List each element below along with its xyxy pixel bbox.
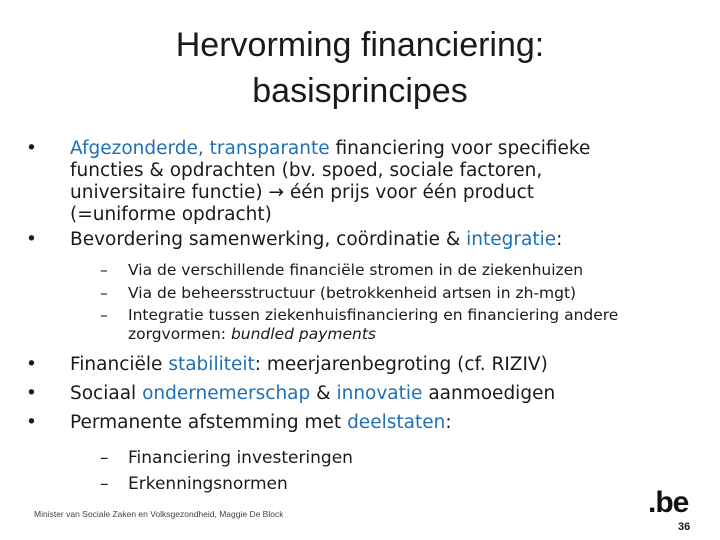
bullet-text: : meerjarenbegroting (cf. RIZIV) (254, 354, 548, 375)
sub-item-text: Via de beheersstructuur (betrokkenheid artsen in zh-mgt) (128, 283, 577, 302)
bullet-marker: • (26, 412, 37, 433)
bullet-marker: • (26, 383, 37, 404)
bullet-text: : (556, 229, 563, 250)
bullet-text: (=uniforme opdracht) (70, 204, 272, 225)
dash-marker: – (100, 306, 108, 324)
bullet-text: functies & opdrachten (bv. spoed, sociale factoren, (70, 160, 543, 181)
bullet-item-4 (22, 383, 702, 405)
emphasis-text: bundled payments (230, 324, 376, 343)
highlight-text: innovatie (336, 383, 423, 404)
bullet-text: universitaire functie) (70, 182, 263, 203)
sub-list-2 (22, 447, 702, 495)
sub-item-text: Financiering investeringen (128, 448, 353, 468)
bullet-text: één prijs voor één product (284, 182, 535, 203)
bullet-text: Financiële (70, 354, 169, 375)
sub-item (22, 284, 702, 303)
bullet-text: & (310, 383, 337, 404)
highlight-text: Afgezonderde, transparante (70, 138, 330, 159)
sub-item-text: Erkenningsnormen (128, 474, 288, 494)
sub-item-text: Integratie tussen ziekenhuisfinanciering en financiering andere (128, 306, 619, 324)
sub-item (22, 447, 702, 469)
slide-title (40, 22, 680, 114)
bullet-text: aanmoedigen (422, 383, 556, 404)
bullet-text: : (445, 412, 452, 433)
highlight-text: stabiliteit (168, 354, 255, 375)
bullet-marker: • (26, 138, 37, 159)
dash-marker: – (100, 283, 108, 302)
bullet-text: Sociaal (70, 383, 143, 404)
bullet-item-3 (22, 354, 702, 376)
slide-title-line-2: basisprincipes (252, 72, 468, 110)
bullet-marker: • (26, 354, 37, 375)
bullet-item-2 (22, 229, 702, 251)
dash-marker: – (100, 448, 109, 468)
highlight-text: integratie (466, 229, 557, 250)
sub-item (22, 473, 702, 495)
highlight-text: deelstaten (347, 412, 446, 433)
sub-item (22, 261, 702, 280)
dash-marker: – (100, 261, 108, 279)
highlight-text: ondernemerschap (142, 383, 311, 404)
sub-item-text: Via de verschillende financiële stromen in de ziekenhuizen (128, 261, 584, 279)
slide-content (22, 138, 702, 495)
page-number: 36 (678, 521, 691, 533)
arrow-right-icon: → (268, 182, 285, 203)
sub-item (22, 306, 702, 343)
bullet-text: financiering voor specifieke (329, 138, 591, 159)
footer-text: Minister van Sociale Zaken en Volksgezondheid, Maggie De Block (34, 509, 284, 519)
sub-list-1 (22, 261, 702, 343)
dash-marker: – (100, 474, 109, 494)
bullet-text: Bevordering samenwerking, coördinatie & (70, 229, 467, 250)
sub-item-text: zorgvormen: (128, 324, 231, 343)
bullet-text: Permanente afstemming met (70, 412, 348, 433)
bullet-item-5 (22, 412, 702, 434)
bullet-marker: • (26, 229, 37, 250)
bullet-item-1 (22, 138, 702, 226)
slide-title-line-1: Hervorming financiering: (175, 26, 545, 64)
be-logo: .be (648, 486, 689, 519)
